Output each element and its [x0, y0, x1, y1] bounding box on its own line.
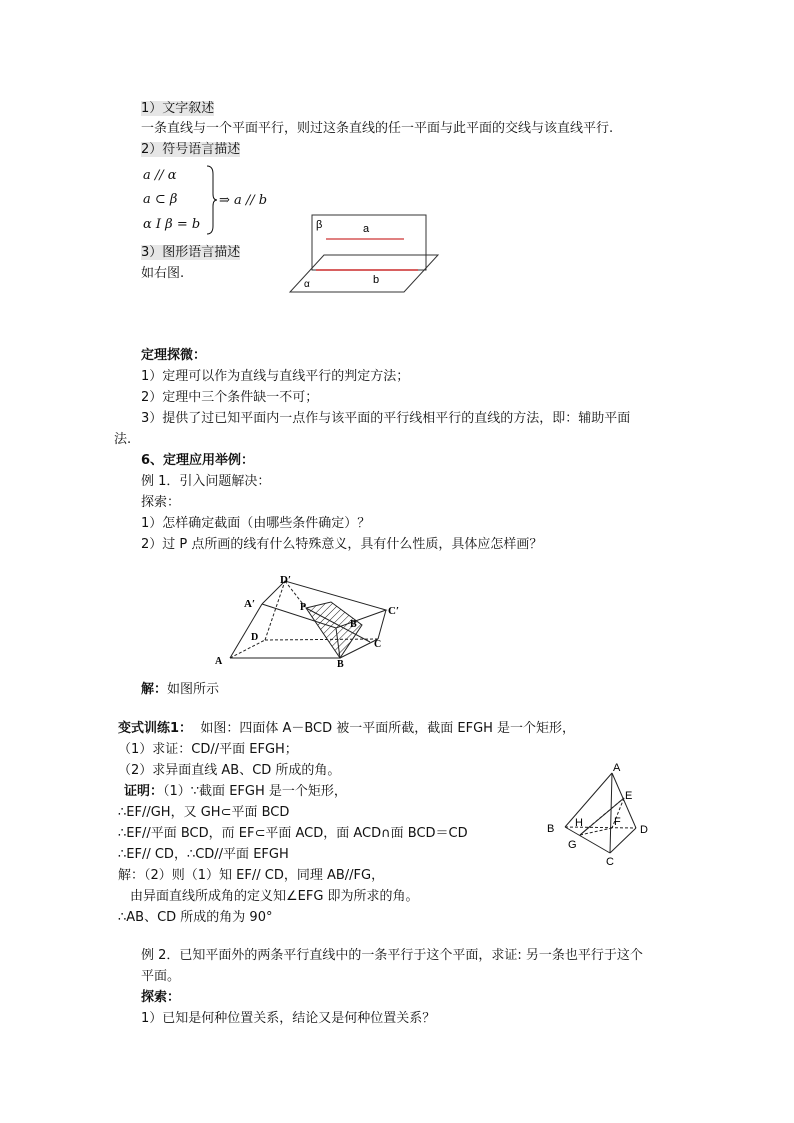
brace-icon	[205, 164, 219, 236]
remark-3: 3）提供了过已知平面内一点作与该平面的平行线相平行的直线的方法，即：辅助平面	[141, 411, 631, 426]
label-a: a	[363, 223, 370, 235]
cross-section	[306, 602, 362, 658]
theorem-remarks-title: 定理探微：	[141, 348, 207, 363]
plane-intersection-figure	[288, 212, 440, 297]
proof-line-1	[124, 783, 347, 801]
variant-title: 变式训练1：	[118, 721, 193, 736]
proof-text: （1）∵截面 EFGH 是一个矩形，	[163, 784, 347, 799]
proof-line-4: ∴EF// CD，∴CD//平面 EFGH	[118, 847, 289, 862]
solution-label: 解：	[141, 682, 168, 697]
label-Cp: C′	[388, 605, 400, 617]
tetrahedron-figure	[540, 758, 660, 868]
condition-1: a // α	[143, 168, 177, 183]
proof-label: 证明：	[124, 784, 164, 799]
tet-label-G: G	[568, 839, 577, 851]
tet-label-B: B	[547, 823, 555, 835]
label-C: C	[374, 639, 382, 650]
heading-text: 3）图形语言描述	[141, 245, 241, 260]
variant-intro-text: 如图：四面体 A－BCD 被一平面所截，截面 EFGH 是一个矩形，	[200, 721, 576, 736]
tet-label-H: H	[575, 817, 583, 829]
solution-2-line-3: ∴AB、CD 所成的角为 90°	[118, 910, 273, 925]
label-B-upper: B	[350, 619, 357, 630]
heading-text: 2）符号语言描述	[141, 142, 241, 157]
heading-symbol-description	[141, 141, 240, 159]
example-1-title: 例 1．引入问题解决：	[141, 474, 271, 489]
remark-1: 1）定理可以作为直线与直线平行的判定方法；	[141, 369, 410, 384]
proof-line-2: ∴EF//GH，又 GH⊂平面 BCD	[118, 805, 290, 820]
tet-label-C: C	[606, 856, 614, 868]
label-beta: β	[316, 219, 323, 231]
theorem-statement: 一条直线与一个平面平行，则过这条直线的任一平面与此平面的交线与该直线平行.	[141, 121, 614, 136]
tet-label-E: E	[625, 790, 633, 802]
explore-label: 探索：	[141, 495, 181, 510]
label-b: b	[373, 274, 380, 286]
solution-1	[141, 681, 219, 699]
label-Ap: A′	[244, 598, 256, 610]
label-D: D	[251, 632, 259, 643]
label-alpha: α	[304, 279, 310, 290]
solution-2-line-2: 由异面直线所成角的定义知∠EFG 即为所求的角。	[130, 889, 419, 904]
variant-q1: （1）求证：CD//平面 EFGH；	[118, 742, 298, 757]
question-1: 1）怎样确定截面（由哪些条件确定）？	[141, 516, 371, 531]
example-2-explore: 探索：	[141, 990, 181, 1005]
solution-2-line-1: 解：（2）则（1）知 EF// CD，同理 AB//FG，	[118, 868, 385, 883]
proof-line-3: ∴EF//平面 BCD，而 EF⊂平面 ACD，面 ACD∩面 BCD＝CD	[118, 826, 468, 841]
heading-text-description	[141, 100, 214, 118]
remark-2: 2）定理中三个条件缺一不可；	[141, 390, 319, 405]
label-P: P	[300, 602, 307, 613]
condition-3: α I β = b	[143, 217, 201, 232]
heading-text: 1）文字叙述	[141, 101, 215, 116]
heading-figure-description	[141, 244, 240, 262]
label-A: A	[215, 656, 223, 667]
variant-intro	[118, 720, 575, 738]
tet-label-F: F	[614, 816, 621, 828]
condition-2: a ⊂ β	[143, 192, 178, 207]
example-2-q1: 1）已知是何种位置关系，结论又是何种位置关系？	[141, 1011, 436, 1026]
label-Dp: D′	[280, 574, 292, 586]
see-figure-text: 如右图.	[141, 266, 185, 281]
tet-label-A: A	[613, 762, 621, 774]
solution-text: 如图所示	[167, 682, 220, 697]
question-2: 2）过 P 点所画的线有什么特殊意义，具有什么性质，具体应怎样画？	[141, 537, 543, 552]
label-B: B	[337, 659, 344, 670]
variant-q2: （2）求异面直线 AB、CD 所成的角。	[118, 763, 341, 778]
conclusion: ⇒ a // b	[219, 193, 268, 208]
remark-3-cont: 法.	[114, 432, 132, 447]
tet-label-D: D	[640, 824, 648, 836]
examples-title: 6、定理应用举例：	[141, 453, 255, 468]
prism-section-figure	[210, 570, 420, 672]
example-2-line-1: 例 2．已知平面外的两条平行直线中的一条平行于这个平面，求证: 另一条也平行于这个	[141, 948, 643, 963]
example-2-line-2: 平面。	[141, 969, 181, 984]
